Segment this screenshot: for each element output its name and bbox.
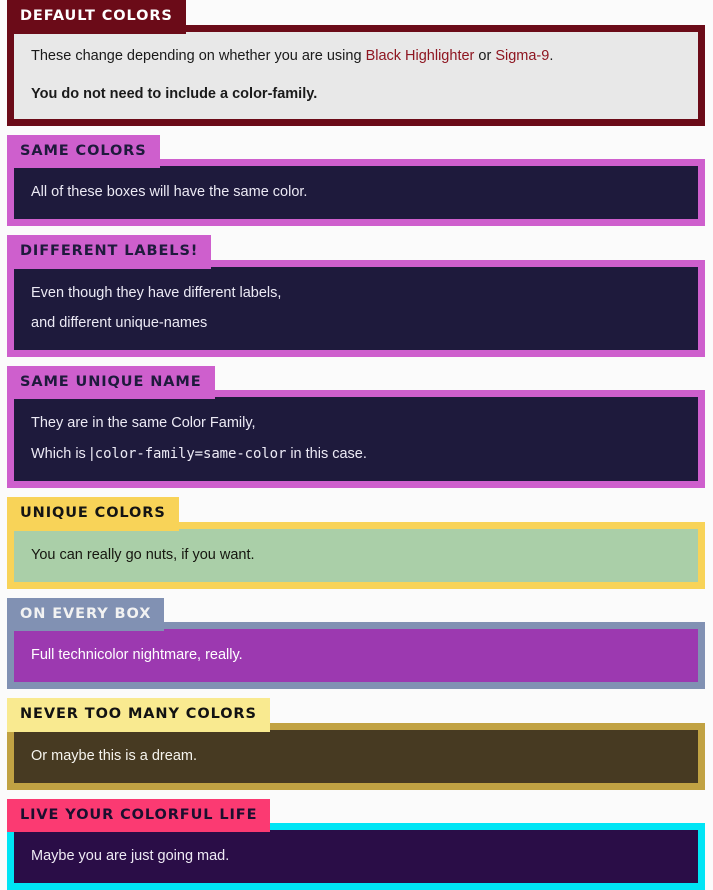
block-label-never-too-many-colors: NEVER TOO MANY COLORS [7,698,270,732]
paragraph-same-unique-name-line2 [31,443,698,465]
block-body-same-colors [7,159,705,226]
pipe-separator: | [89,445,94,463]
block-same-colors [7,135,705,227]
text-default-line1-pre: These change depending on whether you are using [31,47,366,64]
block-body-never-too-many-colors [7,723,705,790]
block-same-unique-name [7,366,705,489]
block-label-same-colors: SAME COLORS [7,135,160,169]
link-black-highlighter[interactable]: Black Highlighter [365,47,475,64]
block-content-live-your-colorful-life [14,830,698,883]
paragraph-unique-colors-line1: You can really go nuts, if you want. [31,546,255,563]
block-unique-colors [7,497,705,589]
block-label-default-colors: DEFAULT COLORS [7,0,186,34]
block-body-unique-colors [7,522,705,589]
link-sigma-9[interactable]: Sigma-9 [495,47,550,64]
block-content-same-colors [14,166,698,219]
spacer [0,589,713,598]
block-content-default-colors [14,32,698,119]
block-label-unique-colors: UNIQUE COLORS [7,497,179,531]
spacer [0,488,713,497]
paragraph-default-line1 [31,46,698,67]
block-content-same-unique-name [14,397,698,481]
block-body-different-labels [7,260,705,357]
text-default-line1-post: . [549,47,554,64]
text-unique-line2-pre: Which is [31,446,90,463]
block-body-default-colors [7,25,705,126]
block-never-too-many-colors [7,698,705,790]
block-body-live-your-colorful-life [7,823,705,890]
paragraph-same-colors-line1: All of these boxes will have the same color. [31,184,308,201]
block-different-labels [7,235,705,357]
block-on-every-box [7,598,705,690]
code-color-family: color-family=same-color [94,446,287,463]
spacer [0,357,713,366]
block-live-your-colorful-life [7,799,705,890]
paragraph-default-line2: You do not need to include a color-family. [31,85,318,102]
spacer [0,790,713,799]
paragraph-different-labels-line1: Even though they have different labels, [31,284,282,301]
block-label-different-labels: DIFFERENT LABELS! [7,235,211,269]
paragraph-on-every-box-line1: Full technicolor nightmare, really. [31,647,243,664]
block-label-same-unique-name: SAME UNIQUE NAME [7,366,215,400]
block-content-unique-colors [14,529,698,582]
block-body-same-unique-name [7,390,705,488]
paragraph-live-your-colorful-life-line1: Maybe you are just going mad. [31,848,230,865]
spacer [0,126,713,135]
block-label-on-every-box: ON EVERY BOX [7,598,164,632]
block-content-never-too-many-colors [14,730,698,783]
block-content-different-labels [14,267,698,350]
spacer [0,226,713,235]
text-default-line1-mid: or [474,47,496,64]
paragraph-never-too-many-colors-line1: Or maybe this is a dream. [31,747,197,764]
paragraph-different-labels-line2: and different unique-names [31,314,208,331]
block-body-on-every-box [7,622,705,689]
text-unique-line2-post: in this case. [286,446,367,463]
spacer [0,689,713,698]
block-content-on-every-box [14,629,698,682]
block-default-colors [7,0,705,126]
paragraph-same-unique-name-line1: They are in the same Color Family, [31,415,256,432]
block-label-live-your-colorful-life: LIVE YOUR COLORFUL LIFE [7,799,270,833]
